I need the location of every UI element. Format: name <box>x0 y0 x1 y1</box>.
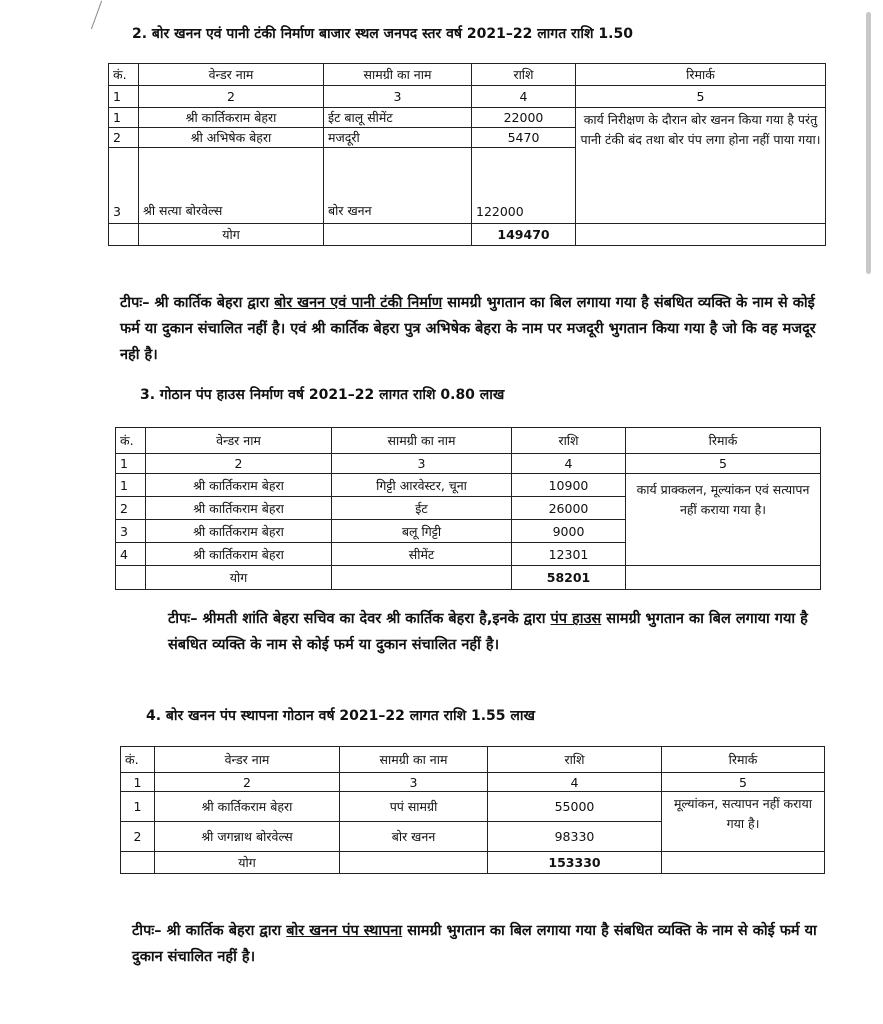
row-amount: 5470 <box>472 128 576 148</box>
row-serial: 3 <box>109 148 139 224</box>
section-2-table <box>108 63 826 246</box>
note-suffix: सामग्री भुगतान का बिल लगाया गया है संबधित व्यक्ति के नाम से कोई फर्म या दुकान संचालित नहीं है। <box>168 611 808 653</box>
row-amount: 98330 <box>488 822 662 852</box>
row-material: ईट <box>332 497 512 520</box>
section-2-note <box>120 290 825 368</box>
row-serial: 2 <box>121 822 155 852</box>
col-header-vendor: वेन्डर नाम <box>155 747 340 773</box>
row-serial: 1 <box>116 474 146 497</box>
table-row <box>116 474 821 497</box>
total-label: योग <box>146 566 332 590</box>
col-header-remark: रिमार्क <box>576 64 826 86</box>
section-4-heading: 4. बोर खनन पंप स्थापना गोठान वर्ष 2021–22 लागत राशि 1.55 लाख <box>146 708 535 724</box>
col-number: 1 <box>116 454 146 474</box>
col-number: 2 <box>155 773 340 792</box>
row-vendor: श्री सत्या बोरवेल्स <box>139 148 324 224</box>
row-vendor: श्री कार्तिकराम बेहरा <box>146 543 332 566</box>
row-serial: 3 <box>116 520 146 543</box>
note-underlined: बोर खनन एवं पानी टंकी निर्माण <box>274 295 443 311</box>
row-serial: 1 <box>109 108 139 128</box>
row-amount: 55000 <box>488 792 662 822</box>
remark-cell: कार्य प्राक्कलन, मूल्यांकन एवं सत्यापन नहीं कराया गया है। <box>626 474 821 566</box>
note-underlined: बोर खनन पंप स्थापना <box>286 923 403 939</box>
col-number: 4 <box>488 773 662 792</box>
note-suffix: सामग्री भुगतान का बिल लगाया गया है संबधित व्यक्ति के नाम से कोई फर्म या दुकान संचालित नहीं है। <box>132 923 817 965</box>
row-amount: 9000 <box>512 520 626 543</box>
table-header-row <box>109 64 826 86</box>
remark-cell: मूल्यांकन, सत्यापन नहीं कराया गया है। <box>662 792 825 852</box>
col-number: 2 <box>146 454 332 474</box>
col-number: 3 <box>340 773 488 792</box>
col-number: 1 <box>121 773 155 792</box>
row-amount: 122000 <box>472 148 576 224</box>
col-header-amount: राशि <box>472 64 576 86</box>
col-header-serial: कं. <box>121 747 155 773</box>
empty-cell <box>109 224 139 246</box>
col-number: 3 <box>332 454 512 474</box>
empty-cell <box>332 566 512 590</box>
row-material: बोर खनन <box>324 148 472 224</box>
section-3-note <box>168 606 828 658</box>
note-prefix: टीपः– श्रीमती शांति बेहरा सचिव का देवर श्री कार्तिक बेहरा है,इनके द्वारा <box>168 611 551 627</box>
total-label: योग <box>139 224 324 246</box>
col-number: 5 <box>576 86 826 108</box>
empty-cell <box>324 224 472 246</box>
empty-cell <box>576 224 826 246</box>
row-amount: 10900 <box>512 474 626 497</box>
section-3-heading: 3. गोठान पंप हाउस निर्माण वर्ष 2021–22 लागत राशि 0.80 लाख <box>140 387 505 403</box>
row-serial: 2 <box>116 497 146 520</box>
empty-cell <box>116 566 146 590</box>
col-header-material: सामग्री का नाम <box>340 747 488 773</box>
total-row <box>121 852 825 874</box>
total-row <box>116 566 821 590</box>
row-material: ईट बालू सीमेंट <box>324 108 472 128</box>
row-vendor: श्री कार्तिकराम बेहरा <box>155 792 340 822</box>
row-amount: 12301 <box>512 543 626 566</box>
row-vendor: श्री कार्तिकराम बेहरा <box>139 108 324 128</box>
col-header-amount: राशि <box>488 747 662 773</box>
table-row <box>121 792 825 822</box>
table-row <box>109 108 826 128</box>
total-amount: 153330 <box>488 852 662 874</box>
col-number: 4 <box>472 86 576 108</box>
table-number-row <box>116 454 821 474</box>
page-edge-line <box>91 1 102 30</box>
col-number: 1 <box>109 86 139 108</box>
row-vendor: श्री कार्तिकराम बेहरा <box>146 520 332 543</box>
row-vendor: श्री कार्तिकराम बेहरा <box>146 474 332 497</box>
table-number-row <box>109 86 826 108</box>
row-material: गिट्टी आरवेस्टर, चूना <box>332 474 512 497</box>
col-header-remark: रिमार्क <box>662 747 825 773</box>
col-header-vendor: वेन्डर नाम <box>146 428 332 454</box>
table-header-row <box>121 747 825 773</box>
row-material: मजदूरी <box>324 128 472 148</box>
empty-cell <box>626 566 821 590</box>
col-header-material: सामग्री का नाम <box>324 64 472 86</box>
row-amount: 22000 <box>472 108 576 128</box>
row-material: पपं सामग्री <box>340 792 488 822</box>
col-number: 5 <box>626 454 821 474</box>
col-header-remark: रिमार्क <box>626 428 821 454</box>
col-number: 3 <box>324 86 472 108</box>
col-header-vendor: वेन्डर नाम <box>139 64 324 86</box>
total-amount: 58201 <box>512 566 626 590</box>
table-number-row <box>121 773 825 792</box>
section-2-heading: 2. बोर खनन एवं पानी टंकी निर्माण बाजार स्थल जनपद स्तर वर्ष 2021–22 लागत राशि 1.50 <box>132 26 633 42</box>
total-amount: 149470 <box>472 224 576 246</box>
row-serial: 2 <box>109 128 139 148</box>
table-header-row <box>116 428 821 454</box>
section-3-table <box>115 427 821 590</box>
row-material: बलू गिट्टी <box>332 520 512 543</box>
col-number: 5 <box>662 773 825 792</box>
col-header-amount: राशि <box>512 428 626 454</box>
empty-cell <box>662 852 825 874</box>
note-underlined: पंप हाउस <box>550 611 602 627</box>
col-number: 4 <box>512 454 626 474</box>
note-prefix: टीपः– श्री कार्तिक बेहरा द्वारा <box>132 923 287 939</box>
row-material: बोर खनन <box>340 822 488 852</box>
row-serial: 1 <box>121 792 155 822</box>
note-prefix: टीपः– श्री कार्तिक बेहरा द्वारा <box>120 295 275 311</box>
col-header-material: सामग्री का नाम <box>332 428 512 454</box>
section-4-table <box>120 746 825 874</box>
col-header-serial: कं. <box>116 428 146 454</box>
remark-cell: कार्य निरीक्षण के दौरान बोर खनन किया गया है परंतु पानी टंकी बंद तथा बोर पंप लगा होना नहीं पाया गया। <box>576 108 826 224</box>
row-amount: 26000 <box>512 497 626 520</box>
col-number: 2 <box>139 86 324 108</box>
total-row <box>109 224 826 246</box>
empty-cell <box>121 852 155 874</box>
row-serial: 4 <box>116 543 146 566</box>
section-4-note <box>132 918 832 970</box>
row-vendor: श्री जगन्नाथ बोरवेल्स <box>155 822 340 852</box>
row-vendor: श्री अभिषेक बेहरा <box>139 128 324 148</box>
empty-cell <box>340 852 488 874</box>
col-header-serial: कं. <box>109 64 139 86</box>
row-material: सीमेंट <box>332 543 512 566</box>
total-label: योग <box>155 852 340 874</box>
row-vendor: श्री कार्तिकराम बेहरा <box>146 497 332 520</box>
note-suffix: सामग्री भुगतान का बिल लगाया गया है संबधित व्यक्ति के नाम से कोई फर्म या दुकान संचालित नहीं है। एवं श्री कार्तिक बेहरा पुत्र अभिषेक बेहरा के नाम पर मजदूरी भुगतान किया गया है जो कि वह मजदूर नही है। <box>120 295 816 363</box>
scrollbar-thumb[interactable] <box>866 12 871 274</box>
